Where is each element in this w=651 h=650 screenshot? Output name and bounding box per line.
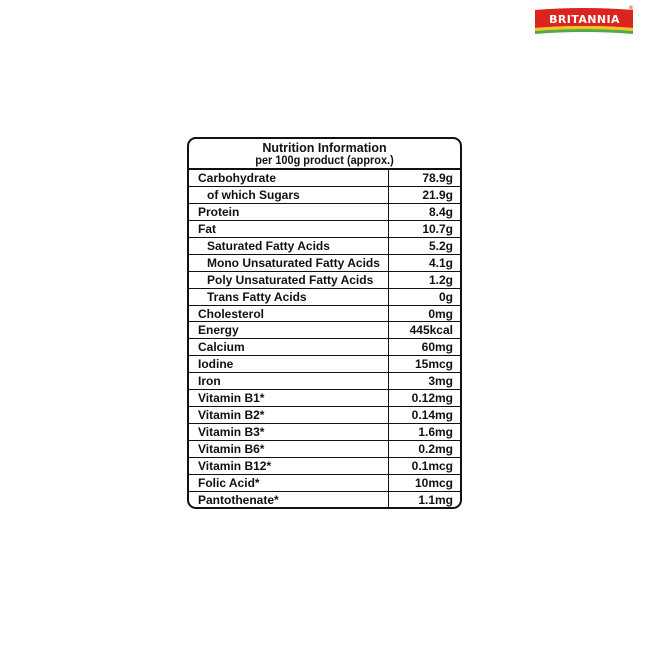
- nutrient-row: [189, 441, 460, 458]
- nutrient-value: 5.2g: [428, 238, 453, 253]
- nutrient-row: [189, 475, 460, 492]
- nutrient-value: 8.4g: [428, 204, 453, 219]
- nutrient-value: 78.9g: [422, 171, 453, 185]
- nutrition-panel: [187, 137, 462, 509]
- nutrient-name: Pantothenate*: [189, 492, 389, 509]
- nutrient-name: Fat: [189, 221, 389, 237]
- nutrient-row: [189, 390, 460, 407]
- nutrient-value: 60mg: [421, 340, 453, 355]
- nutrient-name: Vitamin B12*: [189, 458, 389, 474]
- nutrient-value: 0.1mcg: [411, 458, 453, 473]
- nutrient-row: [189, 492, 460, 509]
- registered-mark: ®: [628, 5, 634, 12]
- nutrient-value: 1.1mg: [418, 492, 453, 507]
- nutrient-row: [189, 289, 460, 306]
- nutrient-name: of which Sugars: [189, 187, 389, 203]
- nutrient-row: [189, 373, 460, 390]
- nutrient-name: Protein: [189, 204, 389, 220]
- logo-wordmark: BRITANNIA: [549, 13, 620, 26]
- nutrient-row: [189, 204, 460, 221]
- nutrient-name: Saturated Fatty Acids: [189, 238, 389, 254]
- nutrient-value: 0.14mg: [411, 408, 453, 423]
- nutrient-row: [189, 322, 460, 339]
- nutrient-name: Iodine: [189, 356, 389, 372]
- britannia-logo[interactable]: [533, 7, 636, 35]
- nutrient-name: Energy: [189, 322, 389, 338]
- nutrient-name: Iron: [189, 373, 389, 389]
- nutrition-table: [189, 170, 460, 509]
- nutrient-name: Poly Unsaturated Fatty Acids: [189, 272, 389, 288]
- nutrient-value: 3mg: [428, 374, 453, 389]
- nutrient-value: 0.12mg: [411, 391, 453, 406]
- nutrient-row: [189, 272, 460, 289]
- nutrient-row: [189, 458, 460, 475]
- nutrient-row: [189, 187, 460, 204]
- nutrition-subtitle: per 100g product (approx.): [255, 155, 394, 167]
- nutrient-value: 10mcg: [414, 475, 453, 490]
- nutrient-row: [189, 407, 460, 424]
- nutrient-name: Cholesterol: [189, 306, 389, 322]
- nutrient-value: 1.6mg: [418, 425, 453, 440]
- nutrient-name: Vitamin B6*: [189, 441, 389, 457]
- nutrition-title: Nutrition Information: [262, 141, 387, 155]
- nutrient-row: [189, 306, 460, 323]
- nutrient-value: 0mg: [428, 306, 453, 321]
- nutrient-row: [189, 238, 460, 255]
- nutrient-value: 0.2mg: [418, 442, 453, 456]
- nutrient-name: Calcium: [189, 339, 389, 355]
- nutrient-value: 1.2g: [428, 272, 453, 287]
- nutrient-name: Mono Unsaturated Fatty Acids: [189, 255, 389, 271]
- nutrient-name: Folic Acid*: [189, 475, 389, 491]
- nutrient-row: [189, 356, 460, 373]
- nutrient-value: 4.1g: [428, 255, 453, 270]
- nutrient-row: [189, 170, 460, 187]
- nutrient-name: Vitamin B2*: [189, 407, 389, 423]
- nutrient-row: [189, 339, 460, 356]
- nutrient-value: 445kcal: [409, 323, 453, 338]
- nutrient-name: Carbohydrate: [189, 170, 389, 186]
- nutrient-name: Trans Fatty Acids: [189, 289, 389, 305]
- nutrient-value: 15mcg: [414, 357, 453, 372]
- nutrient-row: [189, 424, 460, 441]
- nutrient-row: [189, 221, 460, 238]
- nutrient-row: [189, 255, 460, 272]
- nutrient-value: 0g: [438, 289, 453, 304]
- nutrient-value: 10.7g: [422, 221, 453, 236]
- nutrient-name: Vitamin B1*: [189, 390, 389, 406]
- nutrient-name: Vitamin B3*: [189, 424, 389, 440]
- nutrition-header: [189, 139, 460, 170]
- nutrient-value: 21.9g: [422, 187, 453, 202]
